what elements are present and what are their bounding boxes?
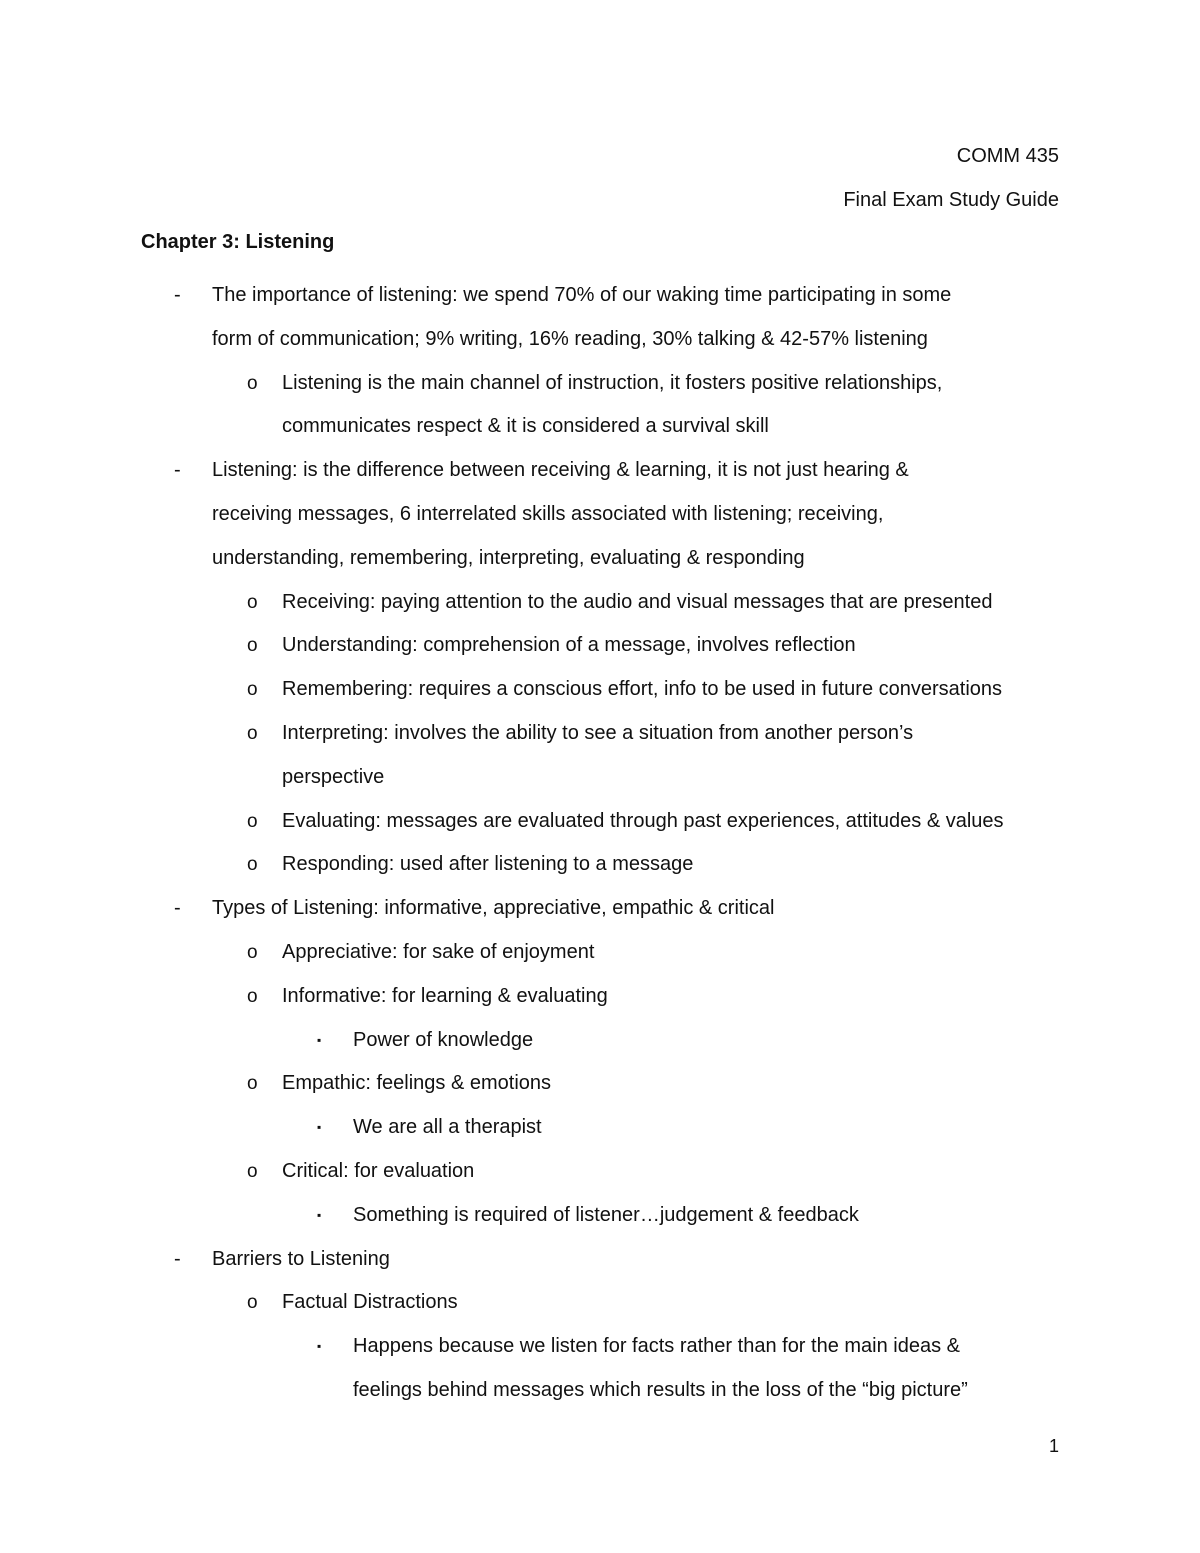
list-item-line: We are all a therapist: [353, 1116, 542, 1139]
list-item-line: Listening: is the difference between receiving & learning, it is not just hearing &: [212, 459, 909, 482]
circle-bullet-icon: o: [247, 1292, 258, 1314]
list-item: [141, 887, 1071, 931]
study-guide-content: [141, 230, 1071, 1413]
course-code: COMM 435: [956, 145, 1059, 167]
dash-bullet-icon: -: [174, 459, 181, 482]
list-item: [141, 1281, 1071, 1325]
list-item-line: Factual Distractions: [282, 1291, 458, 1314]
list-item: [141, 1194, 1071, 1238]
list-item-line: Happens because we listen for facts rather than for the main ideas &: [353, 1335, 961, 1358]
list-item-line: Appreciative: for sake of enjoyment: [282, 940, 595, 963]
circle-bullet-icon: o: [247, 679, 258, 701]
list-item: [141, 362, 1071, 450]
square-bullet-icon: ▪: [317, 1339, 322, 1354]
list-item-line: Barriers to Listening: [212, 1247, 390, 1270]
list-item: [141, 843, 1071, 887]
list-item-line: Responding: used after listening to a message: [282, 853, 694, 876]
list-item-line: receiving messages, 6 interrelated skills associated with listening; receiving,: [212, 502, 884, 525]
square-bullet-icon: ▪: [317, 1120, 322, 1135]
list-item: [141, 1325, 1071, 1413]
circle-bullet-icon: o: [247, 941, 258, 963]
list-item: [141, 274, 1071, 362]
circle-bullet-icon: o: [247, 591, 258, 613]
page-number: 1: [1048, 1436, 1059, 1456]
list-item: [141, 624, 1071, 668]
list-item-line: communicates respect & it is considered a survival skill: [282, 415, 769, 438]
list-item-line: Evaluating: messages are evaluated through past experiences, attitudes & values: [282, 809, 1004, 832]
list-item: [141, 668, 1071, 712]
list-item-line: Listening is the main channel of instruction, it fosters positive relationships,: [282, 371, 943, 394]
list-item: [141, 931, 1071, 975]
list-item: [141, 1238, 1071, 1282]
square-bullet-icon: ▪: [317, 1207, 322, 1222]
list-item-line: Power of knowledge: [353, 1028, 534, 1051]
circle-bullet-icon: o: [247, 854, 258, 876]
list-item-line: form of communication; 9% writing, 16% reading, 30% talking & 42-57% listening: [212, 327, 928, 350]
list-item-line: Types of Listening: informative, appreciative, empathic & critical: [212, 897, 775, 920]
list-item-line: Interpreting: involves the ability to see a situation from another person’s: [282, 721, 914, 744]
document-title: Final Exam Study Guide: [843, 189, 1059, 211]
list-item: [141, 800, 1071, 844]
chapter-heading: Chapter 3: Listening: [141, 231, 335, 253]
list-item: [141, 975, 1071, 1019]
dash-bullet-icon: -: [174, 284, 181, 306]
list-item-line: understanding, remembering, interpreting, evaluating & responding: [212, 546, 805, 569]
list-item-line: Remembering: requires a conscious effort, info to be used in future conversations: [282, 678, 1003, 701]
circle-bullet-icon: o: [247, 372, 258, 394]
circle-bullet-icon: o: [247, 1073, 258, 1095]
list-item-line: Empathic: feelings & emotions: [282, 1072, 552, 1095]
circle-bullet-icon: o: [247, 722, 258, 744]
list-item-line: Something is required of listener…judgement & feedback: [353, 1203, 859, 1226]
list-item: [141, 1150, 1071, 1194]
list-item-line: Critical: for evaluation: [282, 1159, 475, 1182]
list-item: [141, 581, 1071, 625]
circle-bullet-icon: o: [247, 810, 258, 832]
list-item-line: Receiving: paying attention to the audio and visual messages that are presented: [282, 590, 993, 613]
circle-bullet-icon: o: [247, 635, 258, 657]
list-item: [141, 1019, 1071, 1063]
list-item-line: Understanding: comprehension of a message, involves reflection: [282, 634, 856, 657]
list-item-line: feelings behind messages which results in the loss of the “big picture”: [353, 1378, 968, 1401]
circle-bullet-icon: o: [247, 985, 258, 1007]
square-bullet-icon: ▪: [317, 1032, 322, 1047]
circle-bullet-icon: o: [247, 1160, 258, 1182]
list-item: [141, 1106, 1071, 1150]
list-item-line: perspective: [282, 765, 385, 788]
list-item: [141, 1062, 1071, 1106]
dash-bullet-icon: -: [174, 1247, 181, 1270]
list-item-line: The importance of listening: we spend 70% of our waking time participating in some: [212, 284, 952, 306]
list-item: [141, 449, 1071, 580]
list-item: [141, 712, 1071, 800]
list-item-line: Informative: for learning & evaluating: [282, 984, 608, 1007]
dash-bullet-icon: -: [174, 897, 181, 920]
